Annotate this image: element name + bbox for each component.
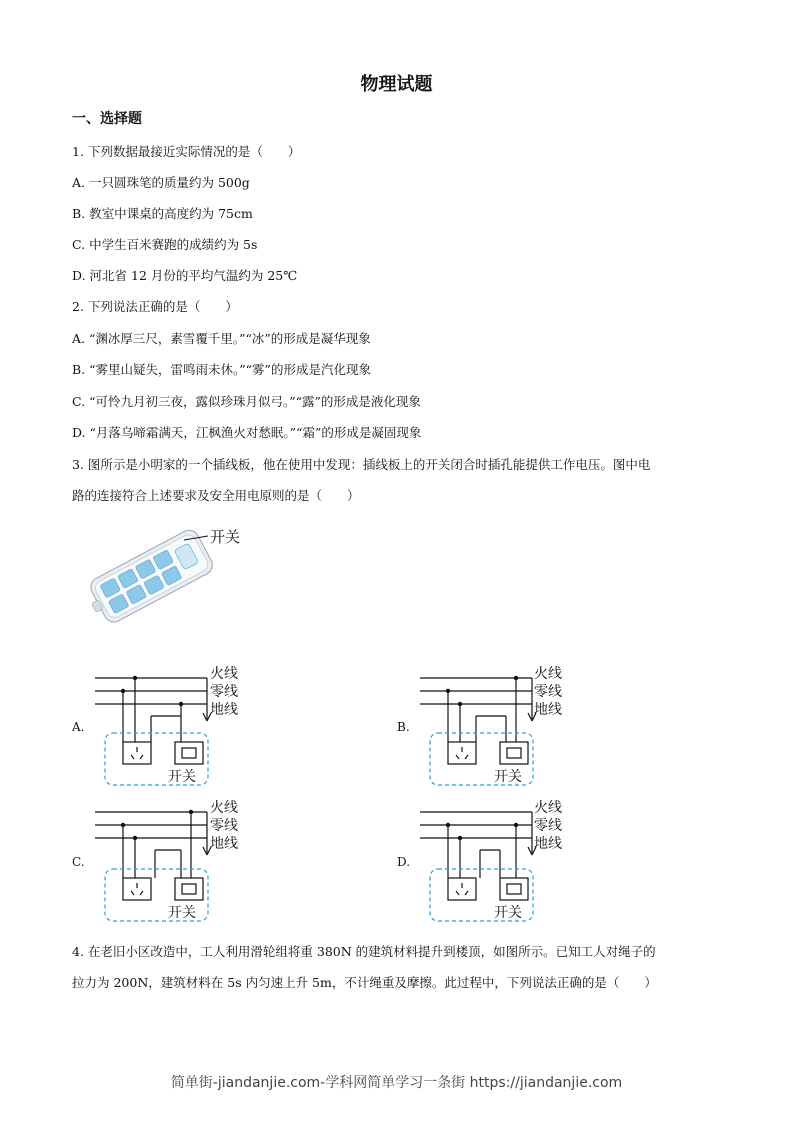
circuit-c-label-neutral: 零线	[210, 818, 238, 834]
circuit-a-label-ground: 地线	[210, 702, 238, 718]
circuit-c-label-switch: 开关	[168, 905, 196, 921]
section-heading: 一、选择题	[72, 111, 142, 127]
q3-option-d-label: D.	[397, 855, 411, 869]
q2-stem: 2. 下列说法正确的是（ ）	[72, 299, 238, 314]
q2-option-d: D. “月落乌啼霜满天，江枫渔火对愁眠。”“霜”的形成是凝固现象	[72, 425, 422, 440]
q1-option-a: A. 一只圆珠笔的质量约为 500g	[72, 175, 250, 190]
circuit-b-label-neutral: 零线	[534, 684, 562, 700]
circuit-d-label-ground: 地线	[534, 836, 562, 852]
q1-stem: 1. 下列数据最接近实际情况的是（ ）	[72, 144, 301, 159]
q3-option-c-label: C.	[72, 855, 85, 869]
q2-option-b: B. “雾里山疑失，雷鸣雨未休。”“雾”的形成是汽化现象	[72, 362, 371, 377]
circuit-c-label-live: 火线	[210, 800, 238, 816]
page-footer: 简单街-jiandanjie.com-学科网简单学习一条街 https://jiandanjie.com	[170, 1075, 623, 1091]
circuit-a-label-live: 火线	[210, 666, 238, 682]
page-title: 物理试题	[360, 74, 433, 95]
q4-stem-line2: 拉力为 200N，建筑材料在 5s 内匀速上升 5m，不计绳重及摩擦。此过程中，下列说法正确的是（ ）	[72, 975, 657, 990]
circuit-d-label-switch: 开关	[494, 905, 522, 921]
q1-option-d: D. 河北省 12 月份的平均气温约为 25℃	[72, 268, 298, 283]
q3-option-a-label: A.	[72, 720, 85, 734]
circuit-a-label-neutral: 零线	[210, 684, 238, 700]
q3-stem-line2: 路的连接符合上述要求及安全用电原则的是（ ）	[72, 488, 360, 503]
q2-option-c: C. “可怜九月初三夜，露似珍珠月似弓。”“露”的形成是液化现象	[72, 394, 421, 409]
circuit-a-label-switch: 开关	[168, 769, 196, 785]
circuit-c-label-ground: 地线	[210, 836, 238, 852]
q1-option-b: B. 教室中课桌的高度约为 75cm	[72, 206, 253, 221]
circuit-d-label-live: 火线	[534, 800, 562, 816]
circuit-b-label-switch: 开关	[494, 769, 522, 785]
q4-stem-line1: 4. 在老旧小区改造中，工人利用滑轮组将重 380N 的建筑材料提升到楼顶，如图所示。已知工人对绳子的	[72, 944, 656, 959]
q2-option-a: A. “渊冰厚三尺，素雪覆千里。”“冰”的形成是凝华现象	[72, 331, 371, 346]
q1-option-c: C. 中学生百米赛跑的成绩约为 5s	[72, 237, 258, 252]
power-strip-switch-label: 开关	[210, 528, 241, 546]
circuit-b-label-live: 火线	[534, 666, 562, 682]
circuit-d-label-neutral: 零线	[534, 818, 562, 834]
circuit-b-label-ground: 地线	[534, 702, 562, 718]
q3-stem-line1: 3. 图所示是小明家的一个插线板，他在使用中发现：插线板上的开关闭合时插孔能提供工作电压。图中电	[72, 457, 651, 472]
q3-option-b-label: B.	[397, 720, 410, 734]
